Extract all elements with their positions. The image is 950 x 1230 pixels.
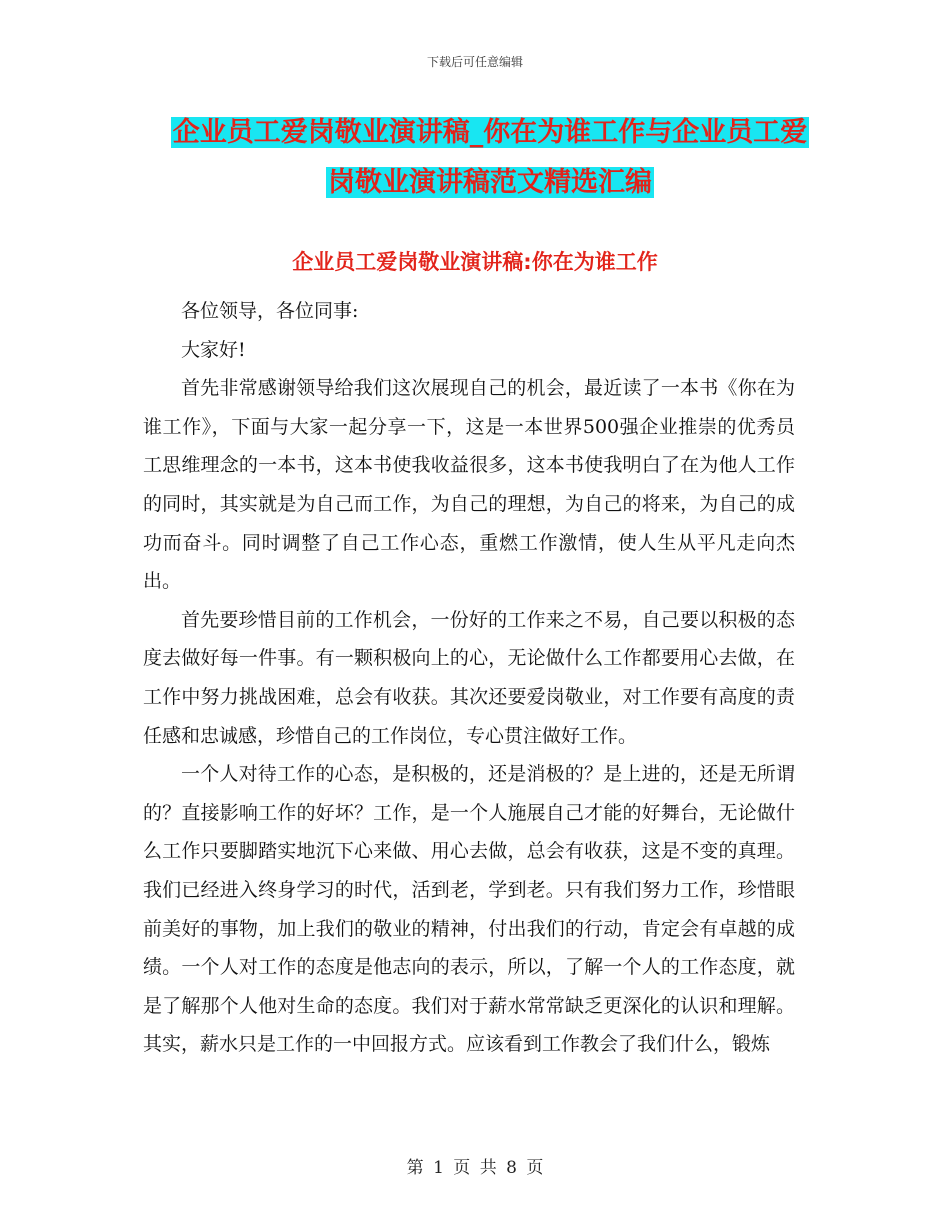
paragraph: 一个人对待工作的心态，是积极的，还是消极的？是上进的，还是无所谓的？直接影响工作的好坏？工作，是一个人施展自己才能的好舞台，无论做什么工作只要脚踏实地沉下心来做、用心去做，总会有收获，这是不变的真理。 我们已经进入终身学习的时代，活到老，学到老。只有我们努力工作，珍惜眼前美好的事物，加上我们的敬业的精神，付出我们的行动，肯定会有卓越的成绩。一个人对工作的态度是他志向的表示，所以，了解一个人的工作态度，就是了解那个人他对生命的态度。我们对于薪水常常缺乏更深化的认识和理解。其实，薪水只是工作的一中回报方式。应该看到工作教会了我们什么，锻炼 [143,763,795,1056]
section-heading: 企业员工爱岗敬业演讲稿:你在为谁工作 [292,250,658,274]
document-title [145,108,835,208]
paragraph-greeting: 大家好! [181,338,246,361]
paragraph: 首先要珍惜目前的工作机会，一份好的工作来之不易，自己要以积极的态度去做好每一件事。有一颗积极向上的心，无论做什么工作都要用心去做，在工作中努力挑战困难，总会有收获。其次还要爱岗敬业，对工作要有高度的责任感和忠诚感，珍惜自己的工作岗位，专心贯注做好工作。 [143,608,795,747]
header-note: 下载后可任意编辑 [426,55,523,69]
title-line-1: 企业员工爱岗敬业演讲稿_你在为谁工作与企业员工爱 [172,117,808,148]
page-number: 第 1 页 共 8 页 [406,1158,544,1178]
title-line-2: 岗敬业演讲稿范文精选汇编 [328,167,652,198]
paragraph-salutation: 各位领导，各位同事: [181,300,359,322]
document-body [143,292,795,1064]
paragraph: 首先非常感谢领导给我们这次展现自己的机会，最近读了一本书《你在为谁工作》，下面与大家一起分享一下，这是一本世界500强企业推崇的优秀员工思维理念的一本书，这本书使我收益很多，这本书使我明白了在为他人工作的同时，其实就是为自己而工作，为自己的理想，为自己的将来，为自己的成功而奋斗。同时调整了自己工作心态，重燃工作激情，使人生从平凡走向杰出。 [143,377,795,593]
